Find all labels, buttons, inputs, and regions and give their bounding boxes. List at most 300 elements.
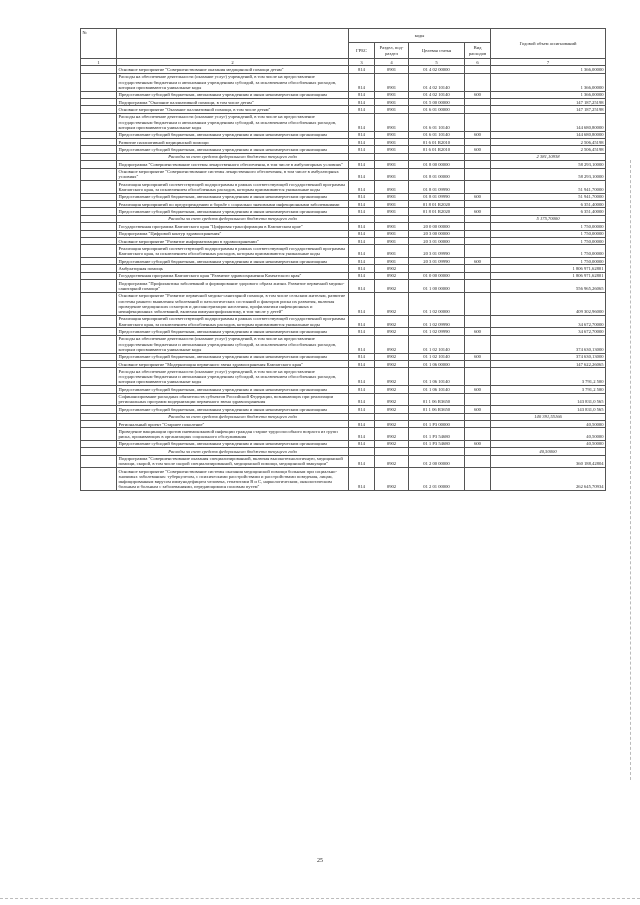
row-razdel-cell xyxy=(375,448,409,455)
row-csr-cell: 01 4 02 10140 xyxy=(409,91,465,98)
row-csr-cell: 01 8 01 R2020 xyxy=(409,208,465,215)
row-num-cell xyxy=(81,428,117,441)
row-grbs-cell: 814 xyxy=(349,73,375,91)
row-name-cell: Предоставление субсидий бюджетным, автономным учреждениям и иным некоммерческим организациям xyxy=(117,406,349,413)
row-grbs-cell: 814 xyxy=(349,360,375,367)
row-grbs-cell: 814 xyxy=(349,98,375,105)
table-row xyxy=(81,131,606,138)
row-razdel-cell: 0902 xyxy=(375,280,409,293)
row-name-cell: Расходы на обеспечение деятельности (оказание услуг) учреждений, в том числе на предоставление государственным бюджетным и автономным учреждениям субсидий, за исключением обособленных расходов, которым присваиваются уникальные коды xyxy=(117,73,349,91)
row-sum-cell: 143 831,0 565 xyxy=(491,406,606,413)
row-csr-cell: 01 1 06 10140 xyxy=(409,386,465,393)
row-name-cell: Основное мероприятие "Совершенствование системы оказания медицинской помощи больным при социально-значимых заболеваниях: туберкулезом, с психическими расстройствами и расстройствами поведения, лицам, инфицированным вирусом иммунодефицита человека, гепатитами B и C, наркологическим, онкологическим больным и больным с заболеваниями, передающимися половым путем" xyxy=(117,468,349,491)
table-row xyxy=(81,280,606,293)
row-csr-cell xyxy=(409,413,465,420)
table-row xyxy=(81,161,606,168)
row-num-cell xyxy=(81,328,117,335)
table-row xyxy=(81,66,606,73)
row-sum-cell: 34 672,70000 xyxy=(491,328,606,335)
row-name-cell: Предоставление субсидий бюджетным, автономным учреждениям и иным некоммерческим организациям xyxy=(117,258,349,265)
table-row xyxy=(81,406,606,413)
row-razdel-cell: 0902 xyxy=(375,428,409,441)
row-vr-cell: 600 xyxy=(465,258,491,265)
row-vr-cell: 600 xyxy=(465,193,491,200)
row-vr-cell xyxy=(465,238,491,245)
row-num-cell xyxy=(81,73,117,91)
row-sum-cell: 143 831,0 565 xyxy=(491,393,606,406)
row-num-cell xyxy=(81,360,117,367)
row-csr-cell: 20 3 01 00000 xyxy=(409,238,465,245)
row-csr-cell: 01 1 00 00000 xyxy=(409,280,465,293)
row-num-cell xyxy=(81,393,117,406)
row-name-cell: Предоставление субсидий бюджетным, автономным учреждениям и иным некоммерческим организациям xyxy=(117,146,349,153)
row-vr-cell xyxy=(465,168,491,181)
row-razdel-cell: 0901 xyxy=(375,230,409,237)
row-vr-cell: 600 xyxy=(465,386,491,393)
row-csr-cell: 01 2 00 00000 xyxy=(409,455,465,468)
row-name-cell: Реализация мероприятий по предупреждению и борьбе с социально значимыми инфекционными заболеваниями xyxy=(117,201,349,208)
row-grbs-cell: 814 xyxy=(349,386,375,393)
row-vr-cell xyxy=(465,161,491,168)
row-razdel-cell: 0901 xyxy=(375,201,409,208)
row-sum-cell: 1 750,00000 xyxy=(491,223,606,230)
row-name-cell: Основное мероприятие "Совершенствование оказания медицинской помощи детям" xyxy=(117,66,349,73)
row-sum-cell: 1 366,00000 xyxy=(491,66,606,73)
row-name-cell: Основное мероприятие "Развитие первичной медико-санитарной помощи, в том числе сельским жителям, развитие системы раннего выявления заболеваний и патологических состояний и факторов риска их развития, включая проведение медицинских осмотров и диспансеризации населения, профилактики инфекционных и неинфекционных заболеваний, включая иммунопрофилактику, в том числе у детей" xyxy=(117,292,349,315)
header-razdel: Раздел, под-раздел xyxy=(375,43,409,59)
row-csr-cell: 01 8 01 09990 xyxy=(409,193,465,200)
row-sum-cell: 360 188,42804 xyxy=(491,455,606,468)
row-sum-cell: 140 391,55166 xyxy=(491,413,606,420)
row-grbs-cell: 814 xyxy=(349,353,375,360)
row-num-cell xyxy=(81,315,117,328)
table-row xyxy=(81,328,606,335)
row-sum-cell: 262 645,70934 xyxy=(491,468,606,491)
row-csr-cell: 01 0 00 00000 xyxy=(409,272,465,279)
table-row xyxy=(81,146,606,153)
row-sum-cell: 409 302,96000 xyxy=(491,292,606,315)
row-grbs-cell: 814 xyxy=(349,181,375,194)
row-num-cell xyxy=(81,353,117,360)
row-sum-cell: 40,50000 xyxy=(491,448,606,455)
row-num-cell xyxy=(81,265,117,272)
row-num-cell xyxy=(81,113,117,131)
row-vr-cell xyxy=(465,138,491,145)
row-name-cell: Предоставление субсидий бюджетным, автономным учреждениям и иным некоммерческим организациям xyxy=(117,208,349,215)
row-csr-cell: 20 3 00 00000 xyxy=(409,230,465,237)
row-csr-cell: 01 8 01 09990 xyxy=(409,181,465,194)
row-grbs-cell: 814 xyxy=(349,223,375,230)
row-vr-cell: 600 xyxy=(465,440,491,447)
colnum: 7 xyxy=(491,59,606,66)
table-row xyxy=(81,335,606,353)
header-vr: Вид расходов xyxy=(465,43,491,59)
row-razdel-cell: 0901 xyxy=(375,138,409,145)
row-vr-cell xyxy=(465,272,491,279)
row-num-cell xyxy=(81,161,117,168)
row-vr-cell xyxy=(465,428,491,441)
row-num-cell xyxy=(81,138,117,145)
row-csr-cell: 01 1 02 10140 xyxy=(409,335,465,353)
row-vr-cell: 600 xyxy=(465,353,491,360)
row-csr-cell: 01 1 P3 54680 xyxy=(409,440,465,447)
row-name-cell: Расходы за счет средств федерального бюджета текущего года xyxy=(117,448,349,455)
row-vr-cell xyxy=(465,315,491,328)
row-csr-cell: 01 6 01 R2010 xyxy=(409,138,465,145)
row-grbs-cell: 814 xyxy=(349,420,375,427)
row-name-cell: Расходы за счет средств федерального бюджета текущего года xyxy=(117,215,349,222)
row-name-cell: Предоставление субсидий бюджетным, автономным учреждениям и иным некоммерческим организациям xyxy=(117,193,349,200)
colnum: 5 xyxy=(409,59,465,66)
row-vr-cell: 600 xyxy=(465,91,491,98)
table-row xyxy=(81,393,606,406)
row-vr-cell xyxy=(465,413,491,420)
row-csr-cell: 01 1 02 00000 xyxy=(409,292,465,315)
row-sum-cell: 2 381,10938 xyxy=(491,153,606,160)
row-num-cell xyxy=(81,193,117,200)
table-row xyxy=(81,98,606,105)
row-razdel-cell: 0902 xyxy=(375,292,409,315)
row-sum-cell: 1 750,00000 xyxy=(491,238,606,245)
row-name-cell: Расходы за счет средств федерального бюджета текущего года xyxy=(117,413,349,420)
table-row xyxy=(81,468,606,491)
row-vr-cell: 600 xyxy=(465,131,491,138)
row-name-cell: Подпрограмма "Оказание паллиативной помощи, в том числе детям" xyxy=(117,98,349,105)
row-sum-cell: 147 622,26065 xyxy=(491,360,606,367)
table-row xyxy=(81,360,606,367)
row-vr-cell xyxy=(465,360,491,367)
row-num-cell xyxy=(81,468,117,491)
row-sum-cell: 144 680,80000 xyxy=(491,131,606,138)
row-csr-cell: 01 8 01 R2020 xyxy=(409,201,465,208)
row-name-cell: Реализация мероприятий соответствующей подпрограммы в рамках соответствующей государственной программы Камчатского края, за исключением обособленных расходов, которым присваиваются уникальные коды xyxy=(117,181,349,194)
row-sum-cell: 6 351,40000 xyxy=(491,208,606,215)
row-sum-cell: 40,50000 xyxy=(491,440,606,447)
row-sum-cell: 1 750,00000 xyxy=(491,258,606,265)
header-amount: Годовой объем ассигнований xyxy=(491,29,606,59)
row-name-cell: Подпрограмма "Профилактика заболеваний и формирование здорового образа жизни. Развитие первичной медико-санитарной помощи" xyxy=(117,280,349,293)
row-num-cell xyxy=(81,386,117,393)
table-row xyxy=(81,386,606,393)
row-razdel-cell: 0901 xyxy=(375,73,409,91)
row-razdel-cell: 0902 xyxy=(375,368,409,386)
row-name-cell: Государственная программа Камчатского края "Цифровая трансформация в Камчатском крае" xyxy=(117,223,349,230)
header-csr: Целевая статья xyxy=(409,43,465,59)
row-grbs-cell: 814 xyxy=(349,455,375,468)
table-row xyxy=(81,223,606,230)
row-razdel-cell: 0902 xyxy=(375,353,409,360)
row-grbs-cell: 814 xyxy=(349,265,375,272)
row-grbs-cell: 814 xyxy=(349,193,375,200)
row-grbs-cell: 814 xyxy=(349,258,375,265)
row-name-cell: Расходы на обеспечение деятельности (оказание услуг) учреждений, в том числе на предоставление государственным бюджетным и автономным учреждениям субсидий, за исключением обособленных расходов, которым присваиваются уникальные коды xyxy=(117,335,349,353)
row-vr-cell xyxy=(465,292,491,315)
row-razdel-cell: 0901 xyxy=(375,113,409,131)
row-sum-cell: 58 293,10000 xyxy=(491,168,606,181)
row-vr-cell xyxy=(465,66,491,73)
row-vr-cell xyxy=(465,230,491,237)
row-num-cell xyxy=(81,440,117,447)
header-codes: коды xyxy=(349,29,491,43)
row-sum-cell: 147 187,25198 xyxy=(491,106,606,113)
row-name-cell: Амбулаторная помощь xyxy=(117,265,349,272)
colnum: 4 xyxy=(375,59,409,66)
row-vr-cell xyxy=(465,223,491,230)
row-grbs-cell: 814 xyxy=(349,168,375,181)
row-sum-cell: 1 750,00000 xyxy=(491,245,606,258)
row-num-cell xyxy=(81,230,117,237)
row-grbs-cell xyxy=(349,413,375,420)
row-csr-cell: 01 6 01 00000 xyxy=(409,106,465,113)
row-razdel-cell: 0902 xyxy=(375,315,409,328)
row-sum-cell: 147 187,25198 xyxy=(491,98,606,105)
row-csr-cell: 01 5 00 00000 xyxy=(409,98,465,105)
row-csr-cell: 01 2 01 00000 xyxy=(409,468,465,491)
row-razdel-cell: 0901 xyxy=(375,146,409,153)
row-num-cell xyxy=(81,106,117,113)
row-vr-cell: 600 xyxy=(465,406,491,413)
row-vr-cell: 600 xyxy=(465,208,491,215)
row-name-cell: Основное мероприятие "Совершенствование системы лекарственного обеспечения, в том числе в амбулаторных условиях" xyxy=(117,168,349,181)
row-razdel-cell xyxy=(375,413,409,420)
row-num-cell xyxy=(81,131,117,138)
table-row xyxy=(81,428,606,441)
row-name-cell: Государственная программа Камчатского края "Развитие здравоохранения Камчатского края" xyxy=(117,272,349,279)
row-sum-cell: 2 506,45198 xyxy=(491,146,606,153)
row-grbs-cell: 814 xyxy=(349,138,375,145)
row-razdel-cell: 0901 xyxy=(375,106,409,113)
row-vr-cell xyxy=(465,181,491,194)
row-sum-cell: 556 965,26065 xyxy=(491,280,606,293)
colnum: 6 xyxy=(465,59,491,66)
row-name-cell: Развитие паллиативной медицинской помощи xyxy=(117,138,349,145)
row-razdel-cell: 0902 xyxy=(375,440,409,447)
row-razdel-cell: 0902 xyxy=(375,468,409,491)
row-razdel-cell: 0901 xyxy=(375,193,409,200)
row-csr-cell xyxy=(409,215,465,222)
row-vr-cell: 600 xyxy=(465,146,491,153)
row-grbs-cell: 814 xyxy=(349,406,375,413)
row-sum-cell: 40,50000 xyxy=(491,428,606,441)
table-row xyxy=(81,258,606,265)
table-row xyxy=(81,238,606,245)
row-razdel-cell: 0901 xyxy=(375,66,409,73)
colnum: 3 xyxy=(349,59,375,66)
row-name-cell: Предоставление субсидий бюджетным, автономным учреждениям и иным некоммерческим организациям xyxy=(117,386,349,393)
row-csr-cell: 01 1 06 00000 xyxy=(409,360,465,367)
row-csr-cell: 01 8 01 00000 xyxy=(409,168,465,181)
row-razdel-cell xyxy=(375,153,409,160)
row-razdel-cell: 0902 xyxy=(375,406,409,413)
row-sum-cell: 34 672,70000 xyxy=(491,315,606,328)
page-number: 25 xyxy=(317,858,323,864)
row-csr-cell: 01 1 02 10140 xyxy=(409,353,465,360)
row-razdel-cell: 0902 xyxy=(375,335,409,353)
row-num-cell xyxy=(81,201,117,208)
row-grbs-cell: 814 xyxy=(349,393,375,406)
row-csr-cell: 01 8 00 00000 xyxy=(409,161,465,168)
row-csr-cell: 01 1 P3 00000 xyxy=(409,420,465,427)
table-row xyxy=(81,292,606,315)
row-sum-cell: 6 351,40000 xyxy=(491,201,606,208)
row-csr-cell: 20 3 01 09990 xyxy=(409,258,465,265)
table-row xyxy=(81,138,606,145)
row-sum-cell: 1 366,00000 xyxy=(491,73,606,91)
subtotal-row xyxy=(81,153,606,160)
table-row xyxy=(81,440,606,447)
row-sum-cell: 3 791,2 500 xyxy=(491,386,606,393)
row-name-cell: Реализация мероприятий соответствующей подпрограммы в рамках соответствующей государственной программы Камчатского края, за исключением обособленных расходов, которым присваиваются уникальные коды xyxy=(117,315,349,328)
row-grbs-cell: 814 xyxy=(349,113,375,131)
row-sum-cell: 1 750,00000 xyxy=(491,230,606,237)
row-num-cell xyxy=(81,406,117,413)
row-csr-cell: 20 3 01 09990 xyxy=(409,245,465,258)
row-razdel-cell: 0901 xyxy=(375,258,409,265)
row-vr-cell xyxy=(465,448,491,455)
row-razdel-cell: 0901 xyxy=(375,98,409,105)
row-csr-cell: 01 6 01 10140 xyxy=(409,113,465,131)
row-sum-cell: 51 941,70000 xyxy=(491,181,606,194)
row-sum-cell: 3 791,2 500 xyxy=(491,368,606,386)
table-row xyxy=(81,353,606,360)
row-vr-cell xyxy=(465,98,491,105)
header-grbs: ГРБС xyxy=(349,43,375,59)
table-body xyxy=(81,66,606,491)
row-grbs-cell: 814 xyxy=(349,335,375,353)
row-razdel-cell: 0902 xyxy=(375,360,409,367)
row-grbs-cell xyxy=(349,448,375,455)
row-vr-cell xyxy=(465,265,491,272)
row-vr-cell xyxy=(465,455,491,468)
row-grbs-cell: 814 xyxy=(349,208,375,215)
row-num-cell xyxy=(81,258,117,265)
row-name-cell: Предоставление субсидий бюджетным, автономным учреждениям и иным некоммерческим организациям xyxy=(117,440,349,447)
colnum: 1 xyxy=(81,59,117,66)
row-vr-cell xyxy=(465,113,491,131)
row-sum-cell: 144 680,80000 xyxy=(491,113,606,131)
row-name-cell: Расходы на обеспечение деятельности (оказание услуг) учреждений, в том числе на предоставление государственным бюджетным и автономным учреждениям субсидий, за исключением обособленных расходов, которым присваиваются уникальные коды xyxy=(117,113,349,131)
row-num-cell xyxy=(81,98,117,105)
row-grbs-cell: 814 xyxy=(349,368,375,386)
row-razdel-cell: 0902 xyxy=(375,393,409,406)
row-sum-cell: 40,50000 xyxy=(491,420,606,427)
subtotal-row xyxy=(81,413,606,420)
row-vr-cell xyxy=(465,106,491,113)
row-grbs-cell: 814 xyxy=(349,280,375,293)
row-num-cell xyxy=(81,280,117,293)
row-grbs-cell: 814 xyxy=(349,230,375,237)
row-grbs-cell: 814 xyxy=(349,161,375,168)
row-vr-cell xyxy=(465,368,491,386)
table-row xyxy=(81,208,606,215)
row-razdel-cell: 0902 xyxy=(375,420,409,427)
table-row xyxy=(81,368,606,386)
row-vr-cell xyxy=(465,393,491,406)
row-csr-cell: 01 1 P3 54680 xyxy=(409,428,465,441)
table-row xyxy=(81,113,606,131)
header-name xyxy=(117,29,349,59)
row-name-cell: Подпрограмма "Цифровой контур здравоохранения" xyxy=(117,230,349,237)
row-razdel-cell: 0902 xyxy=(375,328,409,335)
row-num-cell xyxy=(81,153,117,160)
row-grbs-cell: 814 xyxy=(349,468,375,491)
row-csr-cell: 20 0 00 00000 xyxy=(409,223,465,230)
row-vr-cell xyxy=(465,153,491,160)
row-csr-cell xyxy=(409,265,465,272)
row-num-cell xyxy=(81,335,117,353)
row-razdel-cell: 0901 xyxy=(375,238,409,245)
row-sum-cell: 58 293,10000 xyxy=(491,161,606,168)
row-grbs-cell: 814 xyxy=(349,106,375,113)
row-grbs-cell: 814 xyxy=(349,66,375,73)
table-row xyxy=(81,420,606,427)
subtotal-row xyxy=(81,448,606,455)
row-num-cell xyxy=(81,292,117,315)
row-sum-cell: 51 941,70000 xyxy=(491,193,606,200)
row-razdel-cell: 0902 xyxy=(375,265,409,272)
row-grbs-cell: 814 xyxy=(349,315,375,328)
table-row xyxy=(81,455,606,468)
row-grbs-cell: 814 xyxy=(349,91,375,98)
row-num-cell xyxy=(81,215,117,222)
table-row xyxy=(81,265,606,272)
row-num-cell xyxy=(81,413,117,420)
row-vr-cell: 600 xyxy=(465,328,491,335)
row-grbs-cell: 814 xyxy=(349,428,375,441)
table-row xyxy=(81,193,606,200)
table-row xyxy=(81,201,606,208)
row-num-cell xyxy=(81,146,117,153)
row-grbs-cell: 814 xyxy=(349,328,375,335)
row-csr-cell: 01 1 06 R3650 xyxy=(409,393,465,406)
row-name-cell: Расходы на обеспечение деятельности (оказание услуг) учреждений, в том числе на предоставление государственным бюджетным и автономным учреждениям субсидий, за исключением обособленных расходов, которым присваиваются уникальные коды xyxy=(117,368,349,386)
row-vr-cell xyxy=(465,215,491,222)
row-grbs-cell: 814 xyxy=(349,272,375,279)
row-name-cell: Региональный проект "Старшее поколение" xyxy=(117,420,349,427)
row-name-cell: Предоставление субсидий бюджетным, автономным учреждениям и иным некоммерческим организациям xyxy=(117,328,349,335)
row-vr-cell xyxy=(465,280,491,293)
table-row xyxy=(81,230,606,237)
row-num-cell xyxy=(81,420,117,427)
row-num-cell xyxy=(81,238,117,245)
row-grbs-cell: 814 xyxy=(349,245,375,258)
row-name-cell: Основное мероприятие "Модернизация первичного звена здравоохранения Камчатского края" xyxy=(117,360,349,367)
table-row xyxy=(81,168,606,181)
table-row xyxy=(81,181,606,194)
row-razdel-cell: 0902 xyxy=(375,272,409,279)
row-vr-cell xyxy=(465,245,491,258)
row-num-cell xyxy=(81,448,117,455)
row-vr-cell xyxy=(465,420,491,427)
row-csr-cell: 01 4 02 00000 xyxy=(409,66,465,73)
row-name-cell: Предоставление субсидий бюджетным, автономным учреждениям и иным некоммерческим организациям xyxy=(117,131,349,138)
colnum: 2 xyxy=(117,59,349,66)
table-row xyxy=(81,245,606,258)
row-sum-cell: 1 806 971,62801 xyxy=(491,265,606,272)
row-razdel-cell: 0901 xyxy=(375,245,409,258)
row-csr-cell: 01 4 02 10140 xyxy=(409,73,465,91)
row-grbs-cell: 814 xyxy=(349,131,375,138)
row-csr-cell: 01 1 06 10140 xyxy=(409,368,465,386)
row-razdel-cell: 0901 xyxy=(375,223,409,230)
row-name-cell: Проведение вакцинации против пневмококковой инфекции граждан старше трудоспособного возраста из групп риска, проживающих в организациях социального обслуживания xyxy=(117,428,349,441)
row-csr-cell: 01 6 01 R2010 xyxy=(409,146,465,153)
row-csr-cell xyxy=(409,153,465,160)
row-razdel-cell: 0901 xyxy=(375,168,409,181)
row-sum-cell: 374 630,13000 xyxy=(491,353,606,360)
row-vr-cell xyxy=(465,335,491,353)
row-name-cell: Предоставление субсидий бюджетным, автономным учреждениям и иным некоммерческим организациям xyxy=(117,91,349,98)
